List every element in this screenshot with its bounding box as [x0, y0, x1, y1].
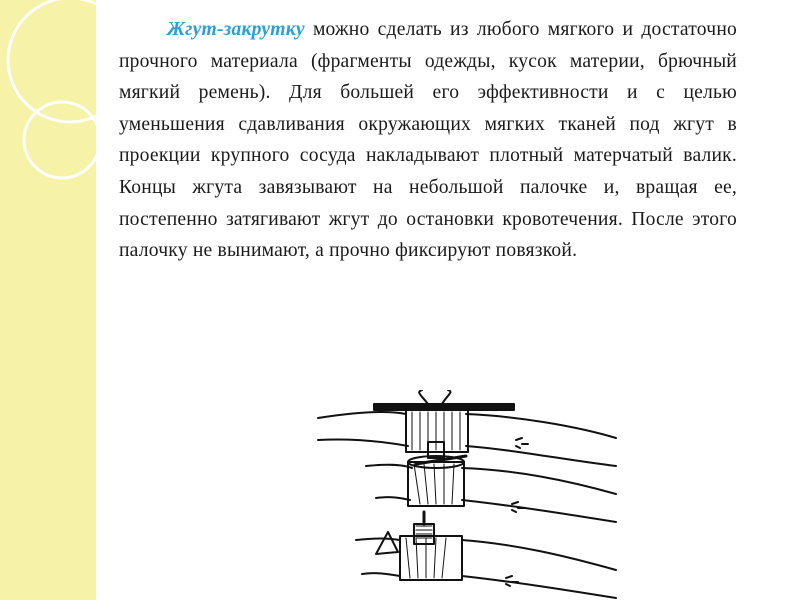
arm-outline-bottom-right [462, 500, 616, 522]
tourniquet-illustration [316, 390, 736, 600]
arm-outline-top-right [462, 540, 616, 570]
step-3-panel [356, 512, 616, 598]
decorative-sidebar [0, 0, 96, 600]
bandage-flap [376, 532, 398, 554]
tourniquet-twist-steps-drawing [316, 390, 736, 600]
band-folds [412, 412, 460, 450]
arm-outline-top [356, 539, 400, 541]
paragraph-body: можно сделать из любого мягкого и достаточно прочного материала (фрагменты одежды, кусок материи, брючный мягкий ремень). Для большей его эффективности и с целью уменьшения сдавливания окружающих мягких тканей под жгут в проекции крупного сосуда накладывают плотный матерчатый валик. Концы жгута завязывают на небольшой палочке и, вращая ее, постепенно затягивают жгут до остановки кровотечения. После этого палочку не вынимают, а прочно фиксируют повязкой. [119, 19, 737, 262]
tourniquet-band [406, 410, 468, 452]
arm-outline-bottom-right [462, 576, 616, 598]
highlighted-term: Жгут-закрутку [167, 19, 305, 40]
twist-stick [374, 404, 514, 410]
main-paragraph [119, 14, 737, 267]
arm-outline-bottom [362, 573, 400, 576]
arm-outline-bottom-right [466, 446, 616, 466]
arm-outline-top-right [466, 414, 616, 438]
step-2-panel [366, 442, 616, 522]
step-1-panel [318, 390, 616, 466]
band-folds [414, 464, 454, 504]
arm-outline-top-right [462, 468, 616, 494]
decorative-rings-graphic [0, 0, 96, 600]
ring-small-middle [24, 102, 96, 178]
arm-outline-bottom [318, 439, 408, 446]
blood-drops [516, 438, 528, 448]
arm-outline-top [366, 465, 412, 468]
knot-ends [419, 390, 450, 404]
arm-outline-top [318, 412, 406, 418]
arm-outline-bottom [376, 497, 410, 500]
